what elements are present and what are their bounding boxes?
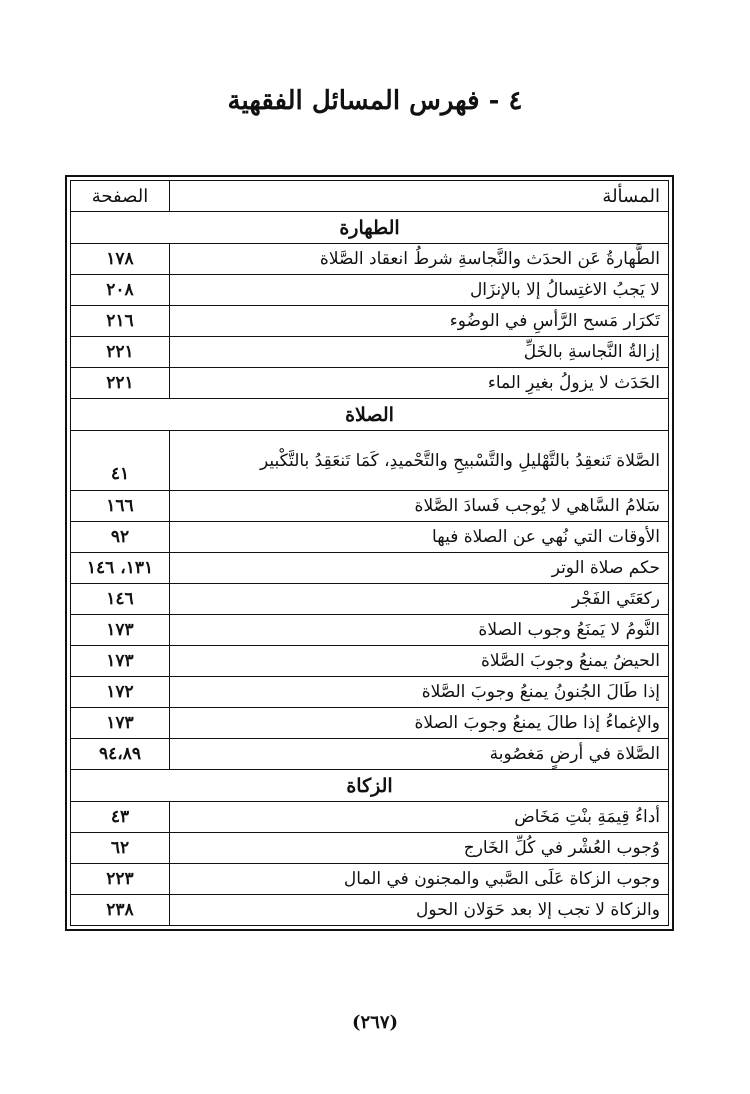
table-row xyxy=(71,677,669,708)
section-title: الزكاة xyxy=(71,770,669,802)
issue-cell: والإغماءُ إذا طالَ يمنعُ وجوبَ الصلاة xyxy=(169,708,668,739)
issue-cell: الصَّلاة في أرضٍ مَغصُوبة xyxy=(169,739,668,770)
header-page: الصفحة xyxy=(71,181,170,212)
page-cell: ٤٣ xyxy=(71,802,170,833)
page-cell: ١٣١، ١٤٦ xyxy=(71,553,170,584)
header-issue: المسألة xyxy=(169,181,668,212)
page-cell: ١٧٣ xyxy=(71,646,170,677)
issue-cell: ركعَتَي الفَجْر xyxy=(169,584,668,615)
page-cell: ١٤٦ xyxy=(71,584,170,615)
issue-cell: وُجوب العُشْر في كُلِّ الخَارج xyxy=(169,833,668,864)
section-title: الصلاة xyxy=(71,399,669,431)
issue-cell: الطَّهارةُ عَن الحدَث والنَّجاسةِ شرطُ انعقاد الصَّلاة xyxy=(169,244,668,275)
issue-cell: لا يَجبُ الاغتِسالُ إلا بالإنزَال xyxy=(169,275,668,306)
page-cell: ٦٢ xyxy=(71,833,170,864)
page-cell: ٩٤،٨٩ xyxy=(71,739,170,770)
page-cell: ٢٢١ xyxy=(71,368,170,399)
issue-cell: النَّومُ لا يَمنَعُ وجوب الصلاة xyxy=(169,615,668,646)
page-cell: ٢١٦ xyxy=(71,306,170,337)
table-row xyxy=(71,337,669,368)
page-cell: ١٧٣ xyxy=(71,708,170,739)
index-table xyxy=(70,180,669,926)
issue-cell: والزكاة لا تجب إلا بعد حَوَلان الحول xyxy=(169,895,668,926)
issue-cell: إذا طَالَ الجُنونُ يمنعُ وجوبَ الصَّلاة xyxy=(169,677,668,708)
page-cell: ٩٢ xyxy=(71,522,170,553)
page-number: (٢٦٧) xyxy=(351,1012,399,1033)
table-row xyxy=(71,431,669,491)
section-heading xyxy=(71,770,669,802)
page-cell: ١٧٨ xyxy=(71,244,170,275)
page-cell: ١٧٣ xyxy=(71,615,170,646)
page-cell: ٢٢١ xyxy=(71,337,170,368)
table-row xyxy=(71,368,669,399)
page-cell: ٢٠٨ xyxy=(71,275,170,306)
table-row xyxy=(71,306,669,337)
issue-cell: سَلامُ السَّاهي لا يُوجب فَسادَ الصَّلاة xyxy=(169,491,668,522)
issue-cell: تَكرَار مَسح الرَّأسِ في الوضُوء xyxy=(169,306,668,337)
section-heading xyxy=(71,212,669,244)
page-cell: ٢٣٨ xyxy=(71,895,170,926)
issue-cell: أداءُ قِيمَةِ بنْتِ مَخَاض xyxy=(169,802,668,833)
table-row xyxy=(71,739,669,770)
table-row xyxy=(71,553,669,584)
table-row xyxy=(71,895,669,926)
table-row xyxy=(71,833,669,864)
table-row xyxy=(71,275,669,306)
page-cell: ١٦٦ xyxy=(71,491,170,522)
section-title: الطهارة xyxy=(71,212,669,244)
issue-cell: حكم صلاة الوتر xyxy=(169,553,668,584)
table-row xyxy=(71,802,669,833)
issue-cell: الصَّلاة تَنعقِدُ بالتَّهْليلِ والتَّسْبيحِ والتَّحْميدِ، كَمَا تَنعَقِدُ بالتَّكْبير xyxy=(169,431,668,491)
table-row xyxy=(71,864,669,895)
page-title: ٤ - فهرس المسائل الفقهية xyxy=(227,86,523,116)
table-row xyxy=(71,615,669,646)
issue-cell: الحَدَث لا يزولُ بغيرِ الماء xyxy=(169,368,668,399)
table-row xyxy=(71,584,669,615)
issue-cell: الأوقات التي نُهي عن الصلاة فيها xyxy=(169,522,668,553)
page-cell: ٢٢٣ xyxy=(71,864,170,895)
issue-cell: وجوب الزكاة عَلَى الصَّبي والمجنون في المال xyxy=(169,864,668,895)
page-cell: ١٧٢ xyxy=(71,677,170,708)
table-header-row xyxy=(71,181,669,212)
section-heading xyxy=(71,399,669,431)
issue-cell: إزالةُ النَّجاسةِ بالخَلِّ xyxy=(169,337,668,368)
page-cell: ٤١ xyxy=(71,431,170,491)
table-row xyxy=(71,522,669,553)
table-row xyxy=(71,708,669,739)
table-row xyxy=(71,491,669,522)
issue-cell: الحيضُ يمنعُ وجوبَ الصَّلاة xyxy=(169,646,668,677)
table-row xyxy=(71,244,669,275)
table-row xyxy=(71,646,669,677)
